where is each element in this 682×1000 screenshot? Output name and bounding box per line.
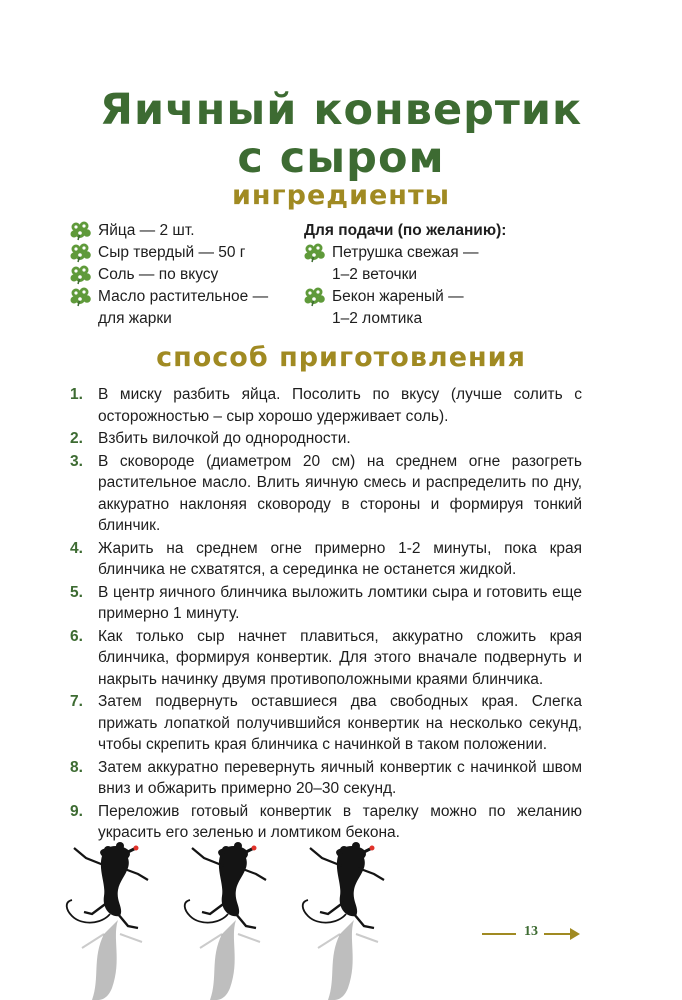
ingredient-text: 1–2 веточки (332, 266, 418, 283)
page-number: 13 (524, 924, 538, 939)
parsley-leaf-icon (70, 221, 92, 241)
method-steps (70, 384, 582, 845)
parsley-leaf-icon (304, 287, 326, 307)
method-step (70, 582, 582, 625)
step-number: 8. (70, 758, 83, 776)
serving-list (304, 220, 524, 330)
ingredients-heading: ингредиенты (231, 180, 451, 211)
ingredient-text: Соль — по вкусу (98, 266, 219, 283)
step-number: 4. (70, 539, 83, 557)
recipe-title (0, 86, 682, 182)
dancing-rats-illustration (62, 838, 432, 1000)
rat-figure (303, 842, 384, 1000)
ingredient-item (304, 286, 524, 330)
ingredient-text: Яйца — 2 шт. (98, 222, 195, 239)
rat-figure (185, 842, 266, 1000)
rat-figure (67, 842, 148, 1000)
method-step (70, 626, 582, 691)
step-text: Как только сыр начнет плавиться, аккуратно сложить края блинчика, формируя конвертик. Для этого вначале подвернуть и накрыть начинку двумя противоположными краями блинчика. (98, 627, 582, 688)
step-number: 3. (70, 452, 83, 470)
ingredient-item (70, 286, 290, 330)
step-number: 6. (70, 627, 83, 645)
page-number-line-right (544, 933, 572, 935)
ingredient-item (70, 220, 290, 242)
parsley-leaf-icon (70, 265, 92, 285)
parsley-leaf-icon (70, 243, 92, 263)
ingredients-list (70, 220, 290, 330)
step-text: В центр яичного блинчика выложить ломтики сыра и готовить еще примерно 1 минуту. (98, 583, 582, 622)
method-heading: способ приготовления (156, 342, 526, 373)
step-number: 9. (70, 802, 83, 820)
page-number-ornament (482, 922, 580, 944)
parsley-leaf-icon (304, 243, 326, 263)
arrow-right-icon (570, 928, 580, 940)
step-text: Переложив готовый конвертик в тарелку можно по желанию украсить его зеленью и ломтиком бекона. (98, 802, 582, 841)
method-step (70, 428, 582, 450)
method-step (70, 451, 582, 537)
serving-heading: Для подачи (по желанию): (304, 222, 507, 239)
step-number: 5. (70, 583, 83, 601)
ingredient-text: 1–2 ломтика (332, 310, 423, 327)
step-text: В миску разбить яйца. Посолить по вкусу (лучше солить с осторожностью – сыр хорошо удерживает соль). (98, 386, 582, 425)
ingredient-text: Масло растительное — (98, 288, 269, 305)
ingredient-text: для жарки (98, 310, 172, 327)
step-text: Затем аккуратно перевернуть яичный конвертик с начинкой швом вниз и обжарить примерно 20–30 секунд. (98, 758, 582, 797)
step-text: В сковороде (диаметром 20 см) на среднем огне разогреть растительное масло. Влить яичную смесь и распределить по дну, аккуратно наклоняя сковороду в стороны и формируя тонкий блинчик. (98, 452, 582, 534)
method-step (70, 538, 582, 581)
step-number: 7. (70, 693, 83, 710)
page-number-line-left (482, 933, 516, 935)
step-text: Затем подвернуть оставшиеся два свободных края. Слегка прижать лопаткой получившийся конвертик на несколько секунд, чтобы скрепить края блинчика с начинкой в таком положении. (98, 693, 582, 753)
title-line-2: с сыром (237, 133, 445, 183)
method-step (70, 691, 582, 756)
step-number: 1. (70, 386, 83, 403)
ingredient-item (70, 242, 290, 264)
ingredient-text: Бекон жареный — (332, 288, 464, 305)
method-step (70, 757, 582, 800)
step-number: 2. (70, 430, 83, 447)
title-line-1: Яичный конвертик (99, 85, 583, 135)
ingredient-item (304, 242, 524, 286)
method-step (70, 384, 582, 427)
step-text: Взбить вилочкой до однородности. (98, 430, 351, 447)
parsley-leaf-icon (70, 287, 92, 307)
ingredient-text: Сыр твердый — 50 г (98, 244, 246, 261)
step-text: Жарить на среднем огне примерно 1-2 минуты, пока края блинчика не схватятся, а серединка не останется жидкой. (98, 539, 582, 578)
ingredient-item (70, 264, 290, 286)
ingredient-text: Петрушка свежая — (332, 244, 479, 261)
